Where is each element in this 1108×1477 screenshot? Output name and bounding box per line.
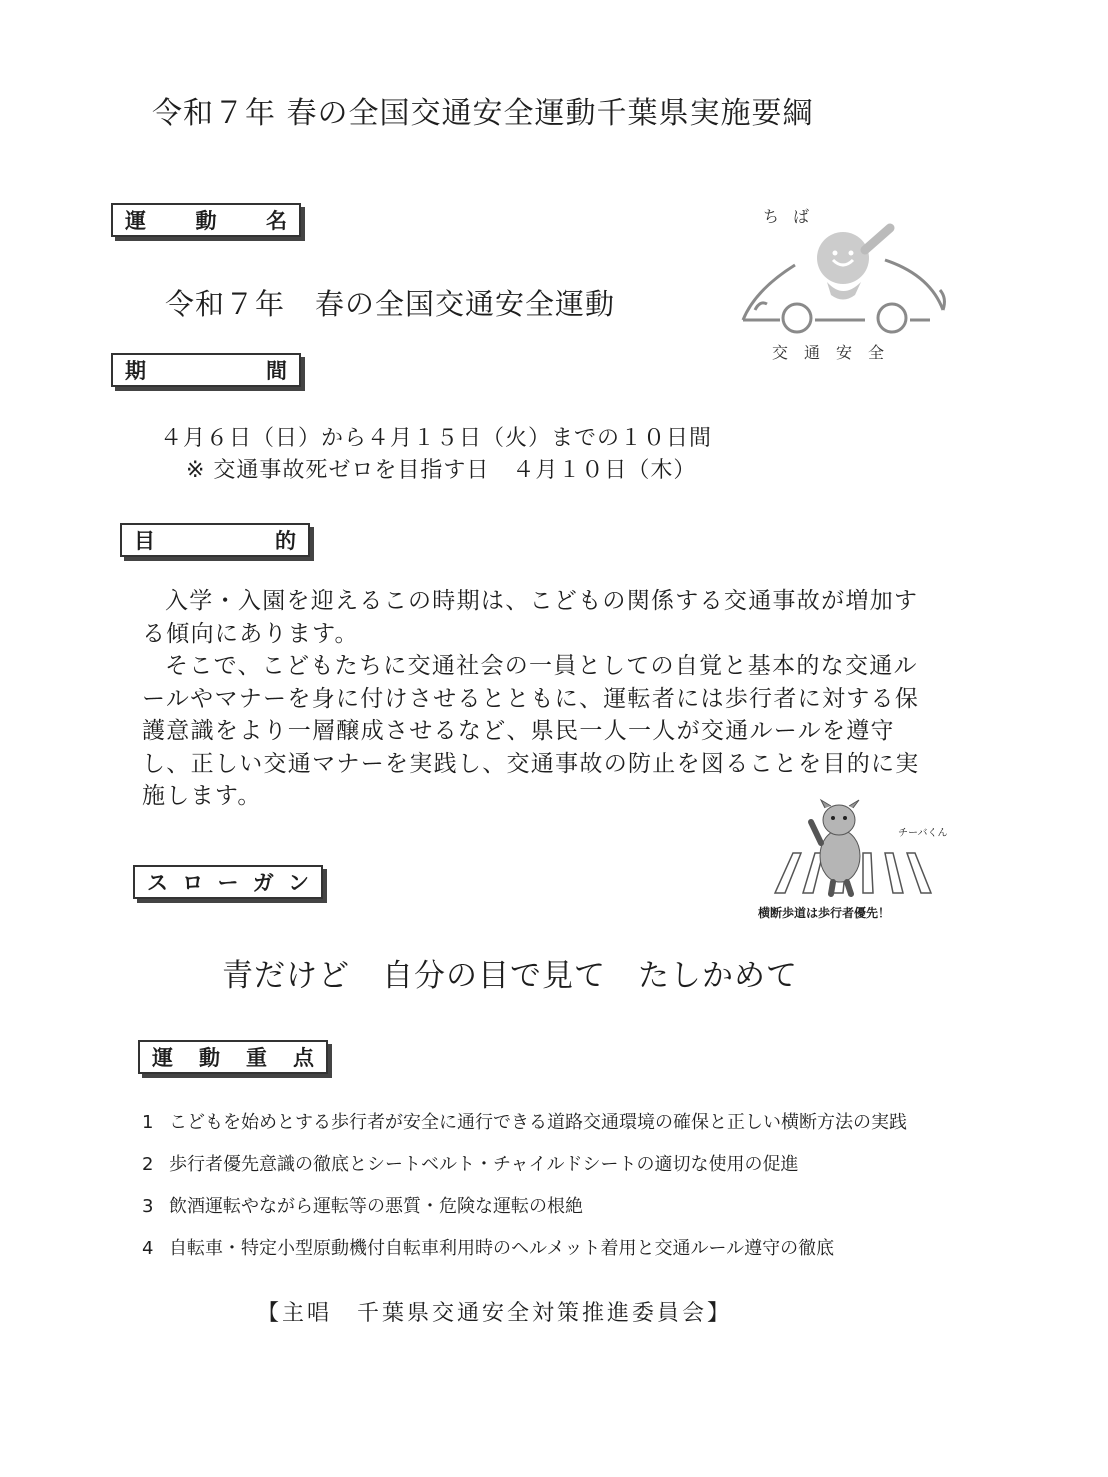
mascot-name: チーバくん: [898, 828, 948, 839]
logo-kotsu-anzen-text: 交通安全: [772, 343, 901, 362]
heading-char: ロ: [182, 871, 204, 895]
heading-char: 点: [293, 1046, 314, 1070]
heading-char: 目: [134, 529, 155, 553]
crosswalk-caption: 横断歩道は歩行者優先！: [758, 906, 891, 920]
heading-slogan: [133, 865, 323, 899]
heading-period: [111, 353, 301, 387]
heading-char: 的: [275, 529, 296, 553]
heading-char: 運: [125, 209, 146, 233]
heading-char: ス: [147, 871, 168, 895]
list-item-number: 3: [142, 1196, 154, 1217]
chiba-traffic-safety-logo: [735, 220, 955, 340]
heading-char: 間: [266, 359, 287, 383]
purpose-paragraph-2: そこで、こどもたちに交通社会の一員としての自覚と基本的な交通ルールやマナーを身に付けさせるとともに、運転者には歩行者に対する保護意識をより一層醸成させるなど、県民一人一人が交通ルールを遵守し、正しい交通マナーを実践し、交通事故の防止を図ることを目的に実施します。: [142, 653, 920, 809]
heading-purpose: [120, 523, 310, 557]
list-item-number: 2: [142, 1154, 154, 1175]
list-item-number: 4: [142, 1238, 154, 1259]
list-item-number: 1: [142, 1112, 154, 1133]
heading-char: 動: [199, 1046, 220, 1070]
heading-char: 重: [246, 1046, 267, 1070]
sponsor-footer: 【主唱 千葉県交通安全対策推進委員会】: [257, 1301, 733, 1326]
heading-char: 期: [125, 359, 146, 383]
period-line-2: ※ 交通事故死ゼロを目指す日 ４月１０日（木）: [186, 458, 697, 483]
heading-char: 運: [152, 1046, 173, 1070]
list-item: [142, 1192, 583, 1218]
heading-char: ン: [288, 871, 309, 895]
campaign-name-text: 令和７年 春の全国交通安全運動: [165, 287, 616, 321]
purpose-paragraph-1: 入学・入園を迎えるこの時期は、こどもの関係する交通事故が増加する傾向にあります。: [142, 588, 919, 647]
slogan-text: 青だけど 自分の目で見て たしかめて: [222, 958, 798, 994]
document-title: 令和７年 春の全国交通安全運動千葉県実施要綱: [152, 96, 814, 131]
list-item-text: こどもを始めとする歩行者が安全に通行できる道路交通環境の確保と正しい横断方法の実践: [169, 1112, 907, 1133]
period-line-1: ４月６日（日）から４月１５日（火）までの１０日間: [160, 426, 713, 451]
list-item-text: 飲酒運転やながら運転等の悪質・危険な運転の根絶: [169, 1196, 583, 1217]
list-item: [142, 1150, 798, 1176]
list-item-text: 自転車・特定小型原動機付自転車利用時のヘルメット着用と交通ルール遵守の徹底: [169, 1238, 835, 1259]
logo-chiba-text: ちば: [763, 207, 824, 226]
heading-campaign-name: [111, 203, 301, 237]
heading-char: 名: [266, 209, 287, 233]
heading-char: ー: [217, 871, 239, 895]
heading-char: ガ: [252, 871, 274, 895]
list-item: [142, 1108, 907, 1134]
list-item: [142, 1234, 834, 1260]
heading-char: 動: [195, 209, 217, 233]
chiba-kun-crosswalk-illustration: [755, 798, 935, 898]
purpose-body: [142, 585, 942, 813]
heading-focus-points: [138, 1040, 328, 1074]
list-item-text: 歩行者優先意識の徹底とシートベルト・チャイルドシートの適切な使用の促進: [169, 1154, 799, 1175]
